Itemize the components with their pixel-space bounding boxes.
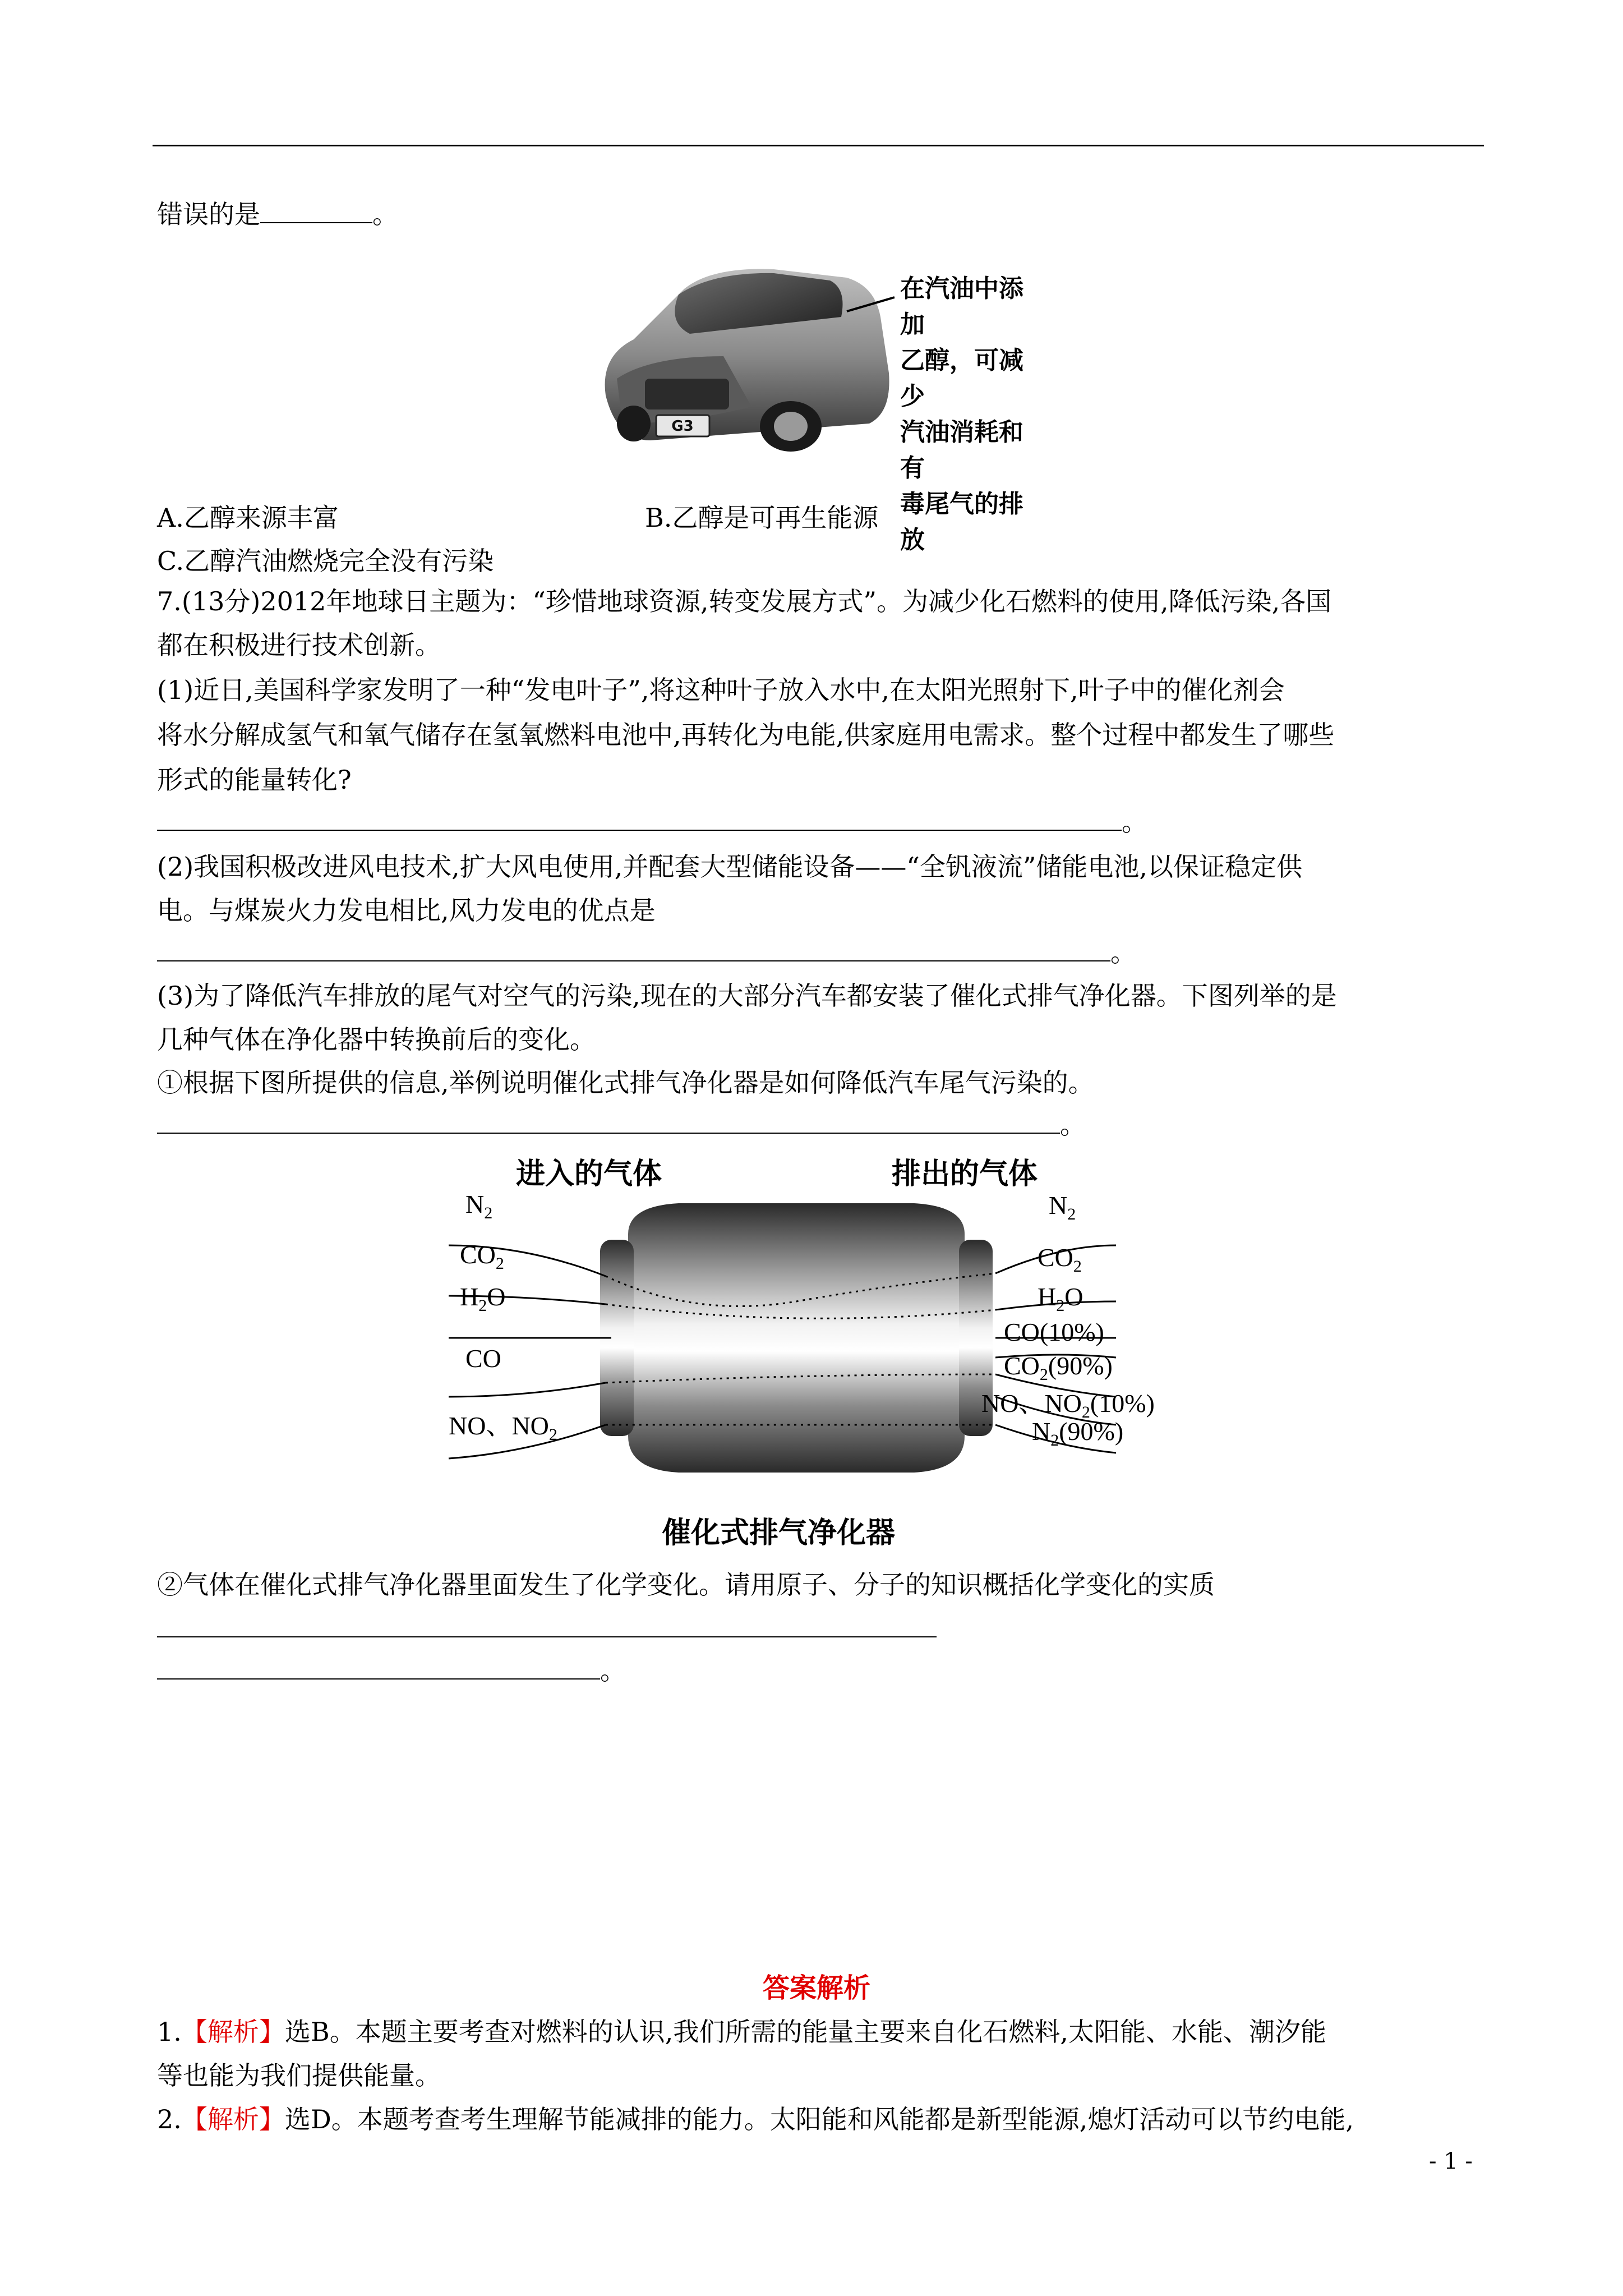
input-gas: $CO_2$ <box>460 1240 504 1273</box>
q7-p2-line2: 电。与煤炭火力发电相比,风力发电的优点是 <box>157 895 656 926</box>
input-gas: $N_2$ <box>465 1190 493 1223</box>
q7-p3-sub1: ①根据下图所提供的信息,举例说明催化式排气净化器是如何降低汽车尾气污染的。 <box>157 1068 1094 1098</box>
analysis-tag: 【解析】 <box>181 2104 285 2134</box>
q7-p3-line1: (3)为了降低汽车排放的尾气对空气的污染,现在的大部分汽车都安装了催化式排气净化器。下图列举的是 <box>157 981 1337 1011</box>
q7-p3-sub1-answer: 。 <box>157 1108 1086 1142</box>
converter-figure <box>443 1150 1183 1554</box>
answers-title: 答案解析 <box>763 1972 871 2004</box>
car-caption: 在汽油中添加 乙醇，可减少 汽油消耗和有 毒尾气的排放 <box>900 274 1023 554</box>
input-gas: NO、$NO_2$ <box>449 1411 557 1444</box>
page-number: - 1 - <box>1429 2148 1473 2174</box>
input-gas: $H_2O$ <box>460 1282 506 1315</box>
output-gas: CO(10%) <box>1004 1318 1104 1346</box>
q7-p1-line2: 将水分解成氢气和氧气储存在氢氧燃料电池中,再转化为电能,供家庭用电需求。整个过程中都发生了哪些 <box>157 720 1335 750</box>
output-gas: $N_2$ <box>1049 1191 1076 1224</box>
outlet-label: 排出的气体 <box>892 1157 1038 1191</box>
option-b: B.乙醇是可再生能源 <box>645 503 879 533</box>
answer-blank[interactable] <box>157 938 1110 961</box>
answer-blank[interactable] <box>157 1614 937 1637</box>
q7-p3-sub2: ②气体在催化式排气净化器里面发生了化学变化。请用原子、分子的知识概括化学变化的实质 <box>157 1570 1215 1600</box>
q7-intro-line1: 7.(13分)2012年地球日主题为：“珍惜地球资源,转变发展方式”。为减少化石燃料的使用,降低污染,各国 <box>157 586 1332 616</box>
q7-p2-line1: (2)我国积极改进风电技术,扩大风电使用,并配套大型储能设备——“全钒液流”储能电池,以保证稳定供 <box>157 852 1303 882</box>
q7-p1-answer: 。 <box>157 805 1147 839</box>
header-rule <box>153 145 1484 146</box>
output-gas: $CO_2(90\%)$ <box>1004 1351 1113 1384</box>
answer-1: 1.【解析】选B。本题主要考查对燃料的认识,我们所需的能量主要来自化石燃料,太阳能、水能、潮汐能 <box>157 2017 1326 2047</box>
car-illustration <box>583 255 897 468</box>
output-gas: $CO_2$ <box>1038 1243 1082 1276</box>
input-gas: CO <box>465 1344 501 1373</box>
answer-blank[interactable] <box>157 1110 1060 1134</box>
q7-p2-answer: 。 <box>157 936 1136 969</box>
q7-p3-line2: 几种气体在净化器中转换前后的变化。 <box>157 1024 596 1055</box>
output-gas: $H_2O$ <box>1038 1282 1083 1315</box>
answer-blank[interactable] <box>157 807 1122 831</box>
q7-p3-sub2-answer1 <box>157 1612 937 1645</box>
option-a: A.乙醇来源丰富 <box>157 503 339 533</box>
answer-blank[interactable] <box>157 1656 600 1680</box>
q7-intro-line2: 都在积极进行技术创新。 <box>157 630 441 660</box>
option-c: C.乙醇汽油燃烧完全没有污染 <box>157 546 494 576</box>
converter-caption: 催化式排气净化器 <box>662 1516 896 1550</box>
q7-p1-line3: 形式的能量转化? <box>157 765 352 795</box>
q7-p1-line1: (1)近日,美国科学家发明了一种“发电叶子”,将这种叶子放入水中,在太阳光照射下,叶子中的催化剂会 <box>157 675 1285 705</box>
license-plate: G3 <box>671 418 694 435</box>
answer-2: 2.【解析】选D。本题考查考生理解节能减排的能力。太阳能和风能都是新型能源,熄灯活动可以节约电能, <box>157 2104 1354 2134</box>
answer-blank[interactable] <box>260 200 372 223</box>
output-gas: $N_2(90\%)$ <box>1032 1417 1124 1450</box>
output-gas: NO、$NO_2(10\%)$ <box>981 1389 1155 1422</box>
q6-tail-line: 错误的是 。 <box>157 199 398 229</box>
q7-p3-sub2-answer2: 。 <box>157 1654 626 1687</box>
analysis-tag: 【解析】 <box>181 2017 285 2047</box>
answer-1-line2: 等也能为我们提供能量。 <box>157 2060 441 2091</box>
inlet-label: 进入的气体 <box>516 1157 662 1191</box>
